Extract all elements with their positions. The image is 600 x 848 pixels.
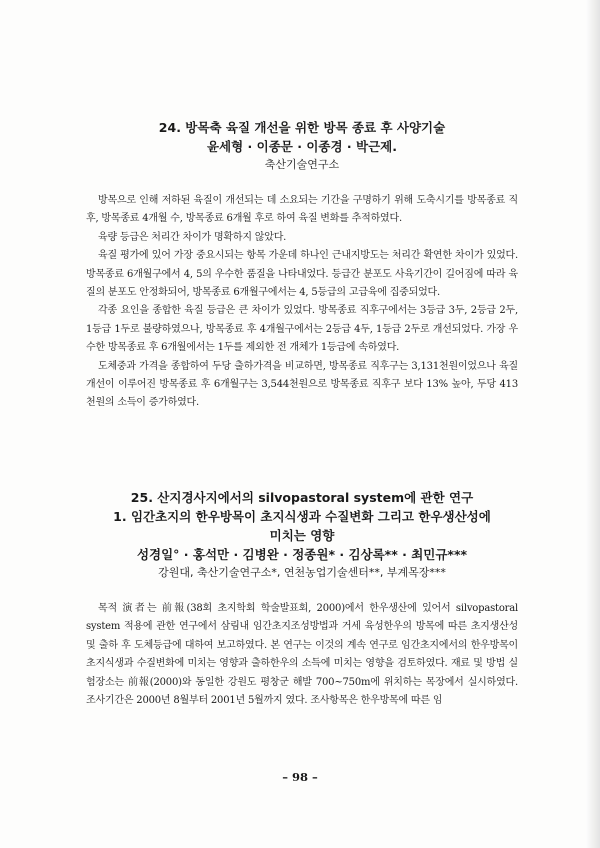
paragraph: 목적 演者는 前報(38회 초지학회 학술발표회, 2000)에서 한우생산에 있어서 silvopastoral system 적용에 관한 연구에서 삼림내 임간초지조성방법과 거세 육성한우의 방목에 따른 초지생산성 및 출하 후 도체등급에 대하여 보고하였다. 본 연구는 이것의 계속 연구로 임간초지에서의 한우방목이 초지식생과 수질변화에 미치는 영향과 출하한우의 소득에 미치는 영향을 검토하였다. 재료 및 방법 실험장소는 前報(2000)와 동일한 강원도 평창군 해발 700~750m에 위치하는 목장에서 실시하였다. 조사기간은 2000년 8월부터 2001년 5월까지 였다. 조사항목은 한우방목에 따른 임 [86, 603, 518, 707]
page-number: – 98 – [282, 770, 318, 784]
article-24 [86, 118, 518, 413]
article-25 [86, 488, 518, 710]
article-25-affiliations: 강원대, 축산기술연구소*, 연천농업기술센터**, 부계목장*** [158, 566, 446, 579]
article-24-title: 24. 방목축 육질 개선을 위한 방목 종료 후 사양기술 [158, 120, 446, 135]
article-25-title-line3: 미치는 영향 [269, 528, 335, 543]
article-25-title-line1: 25. 산지경사지에서의 silvopastoral system에 관한 연구 [130, 490, 474, 505]
article-24-affiliation: 축산기술연구소 [264, 158, 340, 171]
paragraph: 각종 요인을 종합한 육질 등급은 큰 차이가 있었다. 방목종료 직후구에서는 3등급 3두, 2등급 2두, 1등급 1두로 불량하였으나, 방목종료 후 4개월구에서는 2등급 4두, 1등급 2두로 개선되었다. 가장 우수한 방목종료 후 6개월에서는 1두를 제외한 전 개체가 1등급에 속하였다. [86, 305, 518, 354]
article-25-body [86, 600, 518, 710]
paragraph: 도체중과 가격을 종합하여 두당 출하가격을 비교하면, 방목종료 직후구는 3,131천원이었으나 육질 개선이 이루어진 방목종료 후 6개월구는 3,544천원으로 방목종료 직후구 보다 13% 높아, 두당 413천원의 소득이 증가하였다. [86, 360, 518, 409]
scan-shadow [586, 0, 600, 848]
paragraph: 방목으로 인해 저하된 육질이 개선되는 데 소요되는 기간을 구명하기 위해 도축시기를 방목종료 직후, 방목종료 4개월 수, 방목종료 6개월 후로 하여 육질 변화를 추적하였다. [86, 195, 518, 225]
article-24-authors: 윤세형 · 이종문 · 이종경 · 박근제. [206, 139, 397, 154]
paragraph: 육질 평가에 있어 가장 중요시되는 항목 가운데 하나인 근내지방도는 처리간 확연한 차이가 있었다. 방목종료 6개월구에서 4, 5의 우수한 품질을 나타내었다. 등급간 분포도 사육기간이 길어짐에 따라 육질의 분포도 안정화되어, 방목종료 6개월구에서는 4, 5등급의 고급육에 집중되었다. [86, 250, 518, 299]
article-24-body [86, 192, 518, 413]
article-25-title-line2: 1. 임간초지의 한우방목이 초지식생과 수질변화 그리고 한우생산성에 [113, 509, 491, 524]
article-25-authors: 성경일° · 홍석만 · 김병완 · 정종원* · 김상록** · 최민규*** [136, 547, 468, 562]
paragraph: 육량 등급은 처리간 차이가 명확하지 않았다. [98, 231, 287, 243]
